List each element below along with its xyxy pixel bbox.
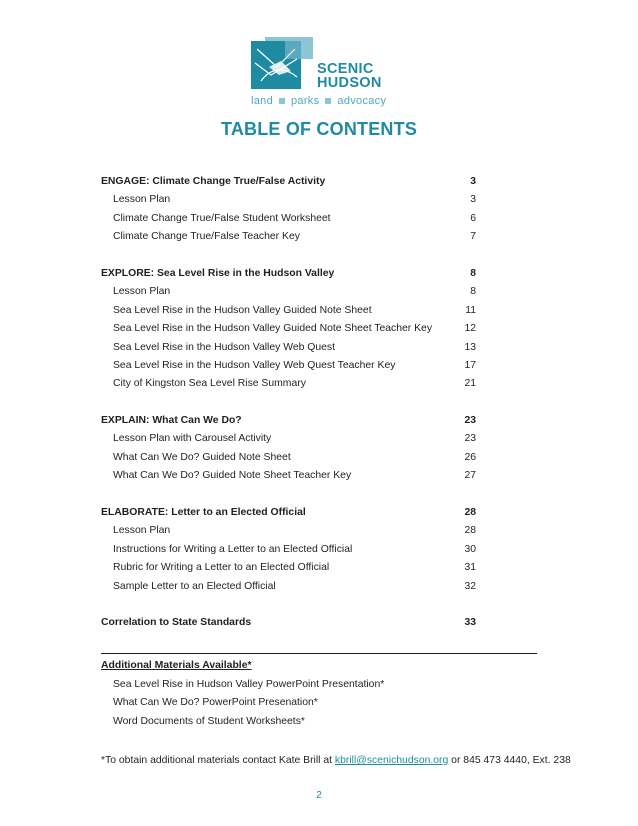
toc-section-engage[interactable] xyxy=(101,173,476,191)
toc-section-title: Correlation to State Standards xyxy=(101,617,252,628)
toc-entry-label: Instructions for Writing a Letter to an Elected Official xyxy=(113,544,353,555)
logo-tagline xyxy=(251,95,391,107)
scenic-hudson-logo-mark-icon xyxy=(251,37,313,89)
toc-page-number: 23 xyxy=(464,415,476,426)
toc-entry[interactable] xyxy=(101,283,476,301)
toc-page-number: 33 xyxy=(464,617,476,628)
toc-entry[interactable] xyxy=(101,375,476,393)
toc-entry-label: Lesson Plan xyxy=(113,194,171,205)
contact-footnote xyxy=(101,752,571,770)
toc-entry[interactable] xyxy=(101,449,476,467)
section-divider xyxy=(101,653,537,654)
toc-page-number: 7 xyxy=(470,231,476,242)
toc-page-number: 21 xyxy=(464,378,476,389)
toc-entry-label: Sample Letter to an Elected Official xyxy=(113,581,276,592)
tagline-word-parks: parks xyxy=(291,95,320,107)
page-title: TABLE OF CONTENTS xyxy=(220,119,418,139)
toc-page-number: 12 xyxy=(464,323,476,334)
additional-materials-title: Additional Materials Available* xyxy=(101,660,252,671)
toc-entry[interactable] xyxy=(101,320,476,338)
toc-entry-label: Lesson Plan xyxy=(113,286,171,297)
toc-page-number: 32 xyxy=(464,581,476,592)
additional-material-item: What Can We Do? PowerPoint Presenation* xyxy=(113,697,318,708)
toc-entry[interactable] xyxy=(101,467,476,485)
toc-page-number: 31 xyxy=(464,562,476,573)
page-number: 2 xyxy=(316,790,322,801)
toc-entry[interactable] xyxy=(101,357,476,375)
toc-entry[interactable] xyxy=(101,302,476,320)
toc-entry-label: Climate Change True/False Student Worksheet xyxy=(113,213,331,224)
toc-entry[interactable] xyxy=(101,228,476,246)
toc-entry-label: Sea Level Rise in the Hudson Valley Guided Note Sheet Teacher Key xyxy=(113,323,433,334)
toc-section-title: ENGAGE: Climate Change True/False Activity xyxy=(101,176,326,187)
toc-entry-label: Climate Change True/False Teacher Key xyxy=(113,231,300,242)
toc-entry[interactable] xyxy=(101,541,476,559)
toc-entry-label: Sea Level Rise in the Hudson Valley Web Quest xyxy=(113,342,335,353)
toc-page-number: 27 xyxy=(464,470,476,481)
square-bullet-icon xyxy=(279,98,285,104)
toc-section-title: EXPLAIN: What Can We Do? xyxy=(101,415,242,426)
toc-section-correlation[interactable] xyxy=(101,614,476,632)
toc-page-number: 28 xyxy=(464,525,476,536)
toc-entry-label: Lesson Plan xyxy=(113,525,171,536)
toc-section-explain[interactable] xyxy=(101,412,476,430)
toc-section-title: EXPLORE: Sea Level Rise in the Hudson Valley xyxy=(101,268,335,279)
toc-entry[interactable] xyxy=(101,339,476,357)
toc-entry-label: Lesson Plan with Carousel Activity xyxy=(113,433,272,444)
toc-section-elaborate[interactable] xyxy=(101,504,476,522)
toc-page-number: 30 xyxy=(464,544,476,555)
toc-entry-label: Rubric for Writing a Letter to an Elected Official xyxy=(113,562,330,573)
tagline-word-advocacy: advocacy xyxy=(337,95,387,107)
toc-page-number: 11 xyxy=(465,305,476,316)
toc-page-number: 8 xyxy=(470,268,476,279)
toc-page-number: 13 xyxy=(464,342,476,353)
toc-page-number: 17 xyxy=(464,360,476,371)
logo-name-line2: HUDSON xyxy=(317,75,382,91)
toc-entry[interactable] xyxy=(101,210,476,228)
toc-page-number: 3 xyxy=(470,194,476,205)
toc-entry[interactable] xyxy=(101,191,476,209)
contact-email-link[interactable]: kbrill@scenichudson.org xyxy=(334,755,449,766)
toc-entry-label: City of Kingston Sea Level Rise Summary xyxy=(113,378,306,389)
toc-entry-label: What Can We Do? Guided Note Sheet xyxy=(113,452,291,463)
toc-page-number: 26 xyxy=(464,452,476,463)
footnote-suffix: or 845 473 4440, Ext. 238 xyxy=(448,755,571,766)
tagline-word-land: land xyxy=(251,95,273,107)
toc-entry[interactable] xyxy=(101,578,476,596)
additional-material-item: Sea Level Rise in Hudson Valley PowerPoint Presentation* xyxy=(113,679,385,690)
toc-page-number: 8 xyxy=(470,286,476,297)
toc-section-title: ELABORATE: Letter to an Elected Official xyxy=(101,507,306,518)
square-bullet-icon xyxy=(325,98,331,104)
toc-page-number: 3 xyxy=(470,176,476,187)
toc-entry-label: What Can We Do? Guided Note Sheet Teacher Key xyxy=(113,470,352,481)
toc-entry[interactable] xyxy=(101,522,476,540)
scenic-hudson-logo xyxy=(251,37,391,109)
toc-page-number: 28 xyxy=(464,507,476,518)
toc-page-number: 6 xyxy=(470,213,476,224)
toc-entry[interactable] xyxy=(101,559,476,577)
toc-page-number: 23 xyxy=(464,433,476,444)
toc-section-explore[interactable] xyxy=(101,265,476,283)
toc-entry-label: Sea Level Rise in the Hudson Valley Guided Note Sheet xyxy=(113,305,372,316)
logo-name-line1: SCENIC xyxy=(317,61,374,77)
toc-entry[interactable] xyxy=(101,430,476,448)
footnote-prefix: *To obtain additional materials contact Kate Brill at xyxy=(101,755,335,766)
toc-entry-label: Sea Level Rise in the Hudson Valley Web Quest Teacher Key xyxy=(113,360,396,371)
additional-material-item: Word Documents of Student Worksheets* xyxy=(113,716,305,727)
